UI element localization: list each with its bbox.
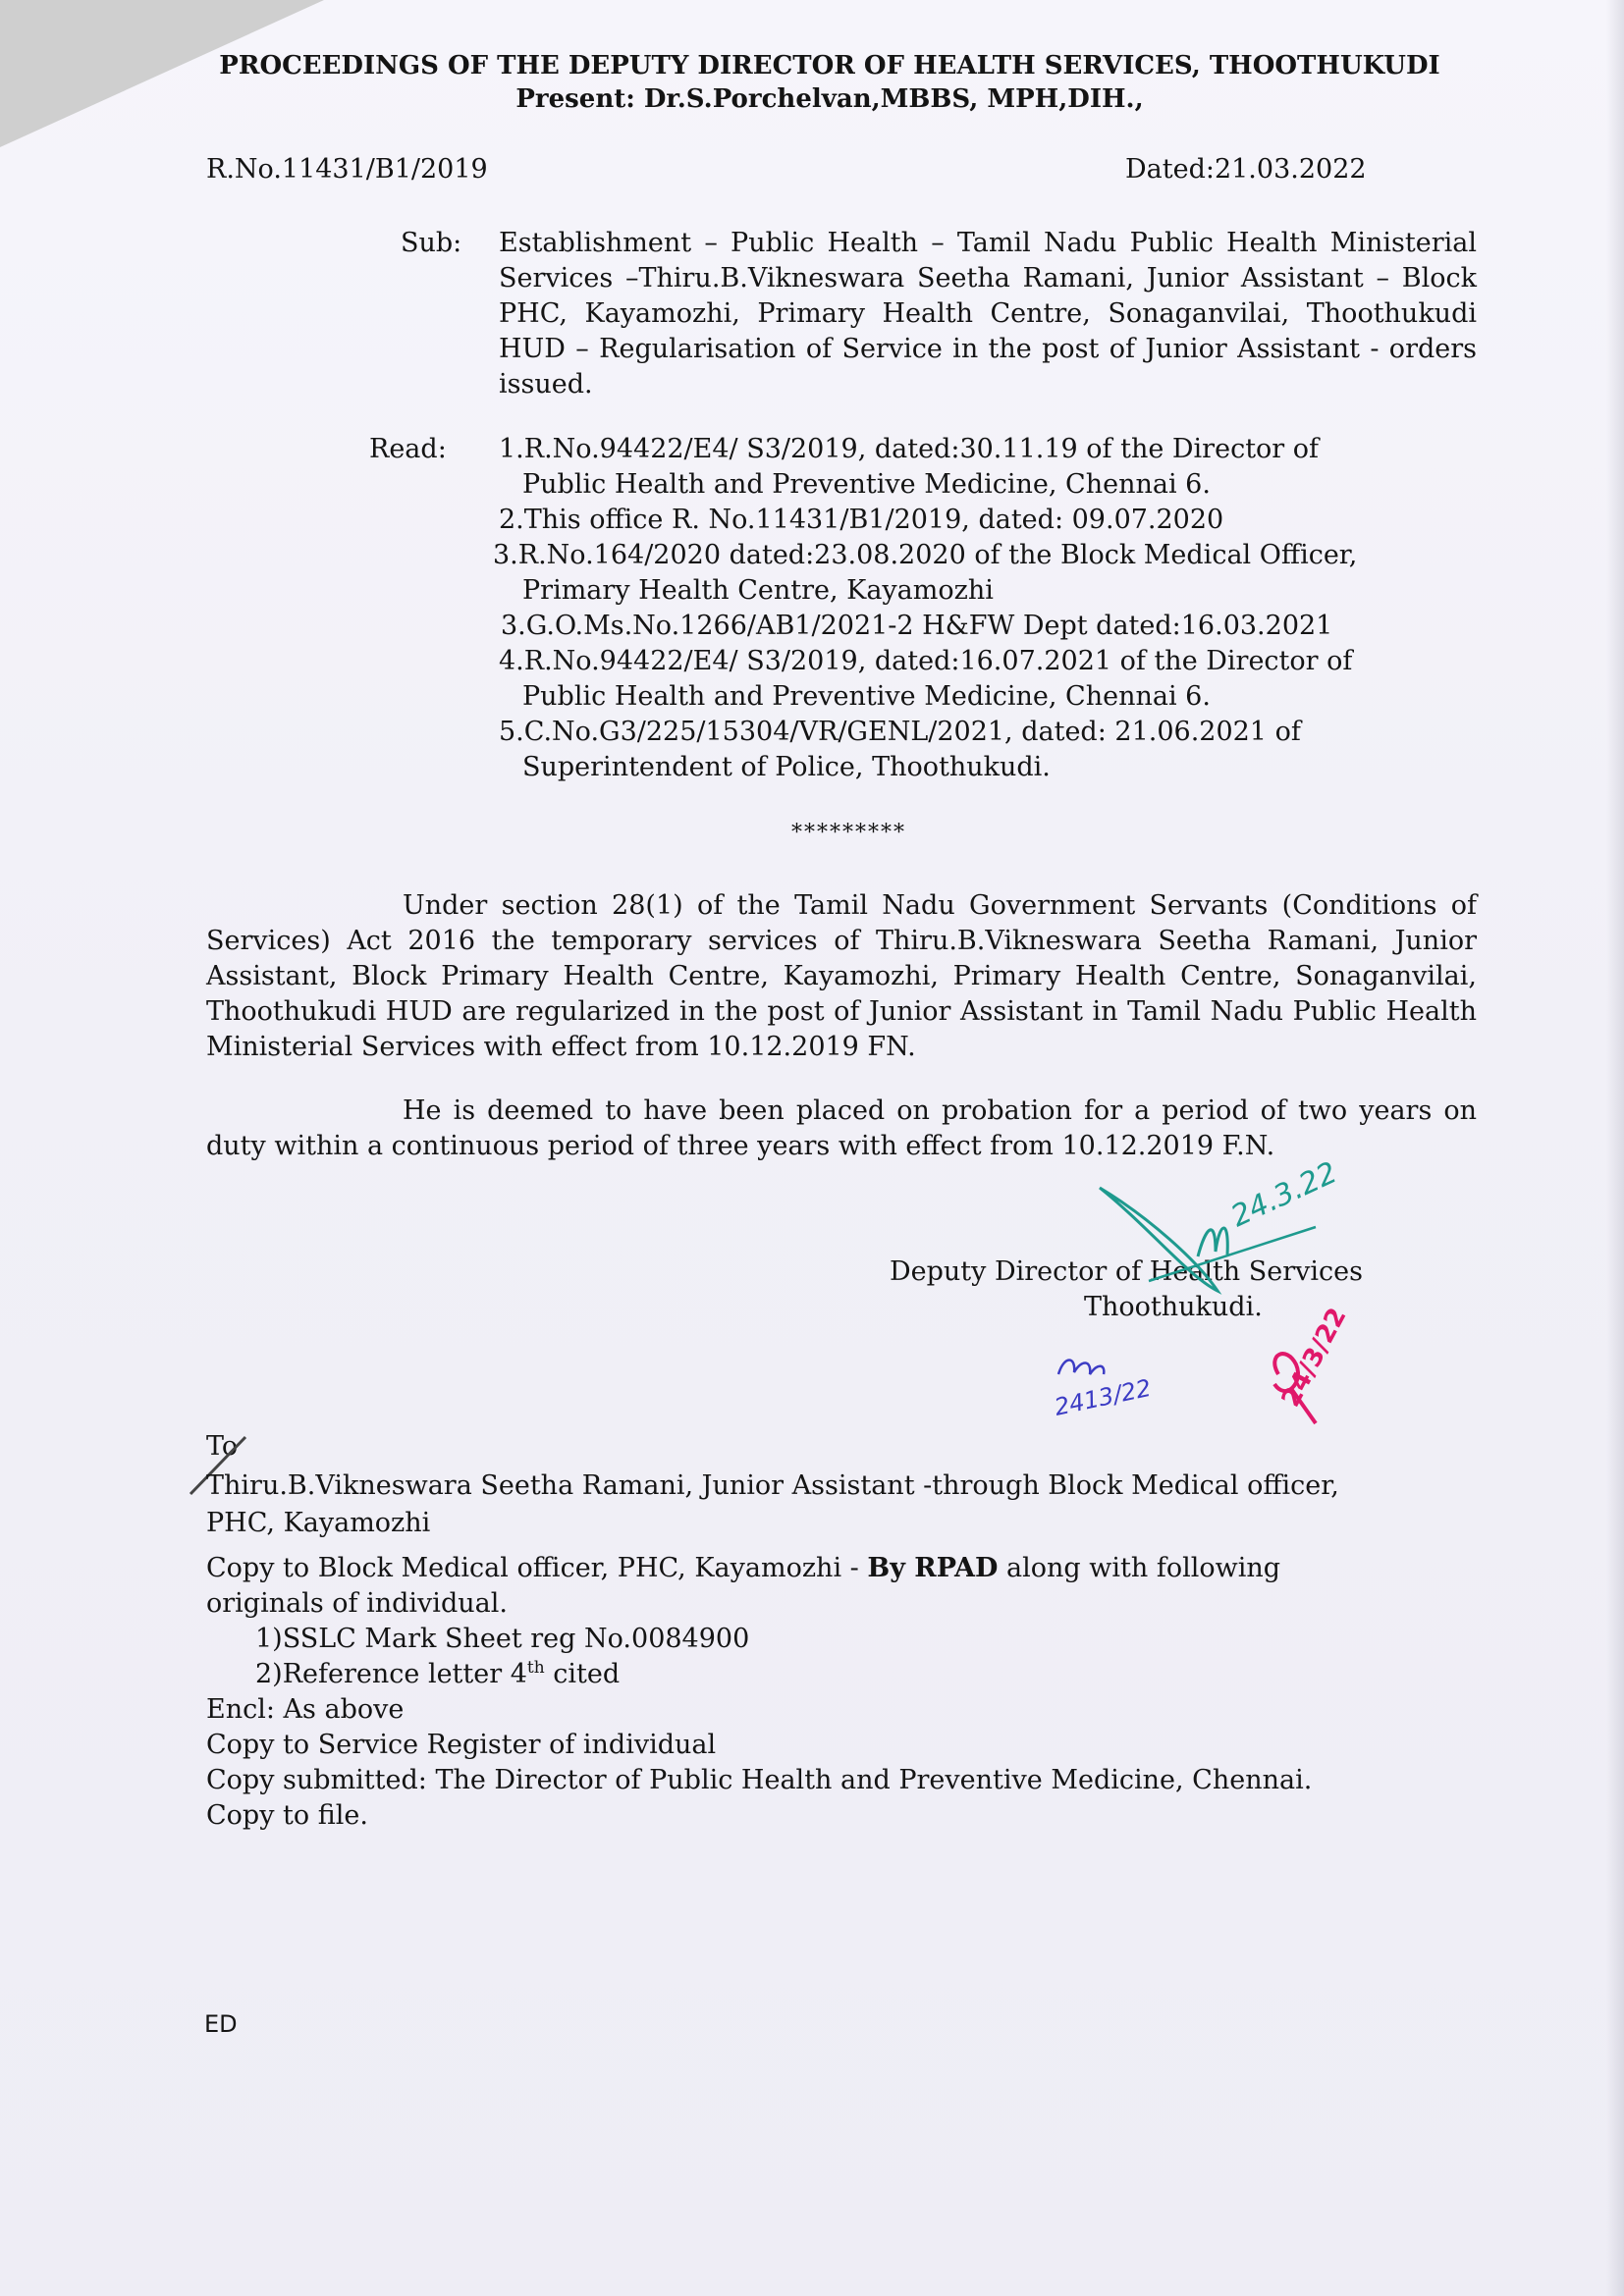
read-label: Read: xyxy=(369,434,447,464)
read-item-continuation: Public Health and Preventive Medicine, Chennai 6. xyxy=(522,469,1211,500)
ordinal-suffix: th xyxy=(526,1658,545,1678)
subject-text: Establishment – Public Health – Tamil Nadu Public Health Ministerial Services –Thiru.B.Vikneswara Seetha Ramani, Junior Assistant – Block PHC, Kayamozhi, Primary Health Centre, Sonaganvilai, Thoothukudi HUD – Regularisation of Service in the post of Junior Assistant - orders issued. xyxy=(499,228,1477,400)
enclosure-item-2 xyxy=(255,1657,620,1692)
addressee-line-1: Thiru.B.Vikneswara Seetha Ramani, Junior Assistant -through Block Medical officer, xyxy=(206,1470,1339,1501)
addressee-line-2: PHC, Kayamozhi xyxy=(206,1508,431,1538)
blue-date-note: 2413/22 xyxy=(1052,1373,1154,1421)
copy-submitted: Copy submitted: The Director of Public Health and Preventive Medicine, Chennai. xyxy=(206,1765,1313,1795)
signatory-place: Thoothukudi. xyxy=(1084,1292,1263,1322)
copy-block-medical-officer xyxy=(206,1551,1280,1586)
read-item-continuation: Primary Health Centre, Kayamozhi xyxy=(522,575,994,606)
page-edge-shadow xyxy=(1606,0,1624,2296)
read-item xyxy=(499,715,1481,785)
enclosure-note: Encl: As above xyxy=(206,1694,405,1725)
read-item-line: 2.This office R. No.11431/B1/2019, dated: 09.07.2020 xyxy=(499,505,1224,535)
read-item-line: 4.R.No.94422/E4/ S3/2019, dated:16.07.2021 of the Director of xyxy=(499,646,1353,676)
read-item xyxy=(501,609,1481,644)
reference-number: R.No.11431/B1/2019 xyxy=(206,154,488,185)
enclosure-item-2-text: 2)Reference letter 4 xyxy=(255,1659,527,1689)
read-item xyxy=(499,503,1481,538)
date-line: Dated:21.03.2022 xyxy=(1125,154,1367,185)
enclosure-item-2-end: cited xyxy=(544,1659,621,1689)
copy-to-file: Copy to file. xyxy=(206,1800,368,1831)
blue-handwritten-initials xyxy=(1047,1345,1164,1443)
pink-handwritten-initials xyxy=(1257,1303,1404,1423)
read-item-line: 5.C.No.G3/225/15304/VR/GENL/2021, dated: 21.06.2021 of xyxy=(499,717,1301,747)
enclosure-item-1: 1)SSLC Mark Sheet reg No.0084900 xyxy=(255,1624,750,1654)
body-paragraph-regularisation: Under section 28(1) of the Tamil Nadu Government Servants (Conditions of Services) Act 2016 the temporary services of Thiru.B.Vikneswara Seetha Ramani, Junior Assistant, Block Primary Health Centre, Kayamozhi, Primary Health Centre, Sonaganvilai, Thoothukudi HUD are regularized in the post of Junior Assistant in Tamil Nadu Public Health Ministerial Services with effect from 10.12.2019 FN. xyxy=(206,890,1477,1062)
read-list xyxy=(493,432,1481,785)
present-officer: Present: Dr.S.Porchelvan,MBBS, MPH,DIH., xyxy=(515,84,1144,114)
section-separator: ********* xyxy=(791,821,906,845)
read-item-line: 1.R.No.94422/E4/ S3/2019, dated:30.11.19 of the Director of xyxy=(499,434,1320,464)
to-label: To xyxy=(206,1431,239,1462)
body-paragraph-probation: He is deemed to have been placed on probation for a period of two years on duty within a continuous period of three years with effect from 10.12.2019 F.N. xyxy=(206,1095,1477,1161)
footer-initials: ED xyxy=(204,2010,238,2038)
read-item-line: 3.R.No.164/2020 dated:23.08.2020 of the Block Medical Officer, xyxy=(493,540,1358,570)
proceedings-heading: PROCEEDINGS OF THE DEPUTY DIRECTOR OF HEALTH SERVICES, THOOTHUKUDI xyxy=(219,51,1440,80)
copy-block-line-2: originals of individual. xyxy=(206,1588,508,1619)
copy-block-suffix: along with following xyxy=(998,1553,1281,1583)
copy-service-register: Copy to Service Register of individual xyxy=(206,1730,717,1760)
signatory-title: Deputy Director of Health Services xyxy=(890,1256,1364,1287)
pink-date-note: 24/3/22 xyxy=(1275,1303,1353,1413)
read-item-line: 3.G.O.Ms.No.1266/AB1/2021-2 H&FW Dept dated:16.03.2021 xyxy=(501,611,1333,641)
read-item xyxy=(499,644,1481,715)
read-item-continuation: Superintendent of Police, Thoothukudi. xyxy=(522,752,1051,782)
rpad-emphasis: By RPAD xyxy=(867,1553,999,1583)
read-item xyxy=(499,432,1481,503)
read-item-continuation: Public Health and Preventive Medicine, Chennai 6. xyxy=(522,681,1211,712)
copy-block-prefix: Copy to Block Medical officer, PHC, Kayamozhi - xyxy=(206,1553,868,1583)
subject-label: Sub: xyxy=(401,228,462,258)
teal-date-note: 24.3.22 xyxy=(1225,1155,1343,1235)
read-item xyxy=(493,538,1481,609)
